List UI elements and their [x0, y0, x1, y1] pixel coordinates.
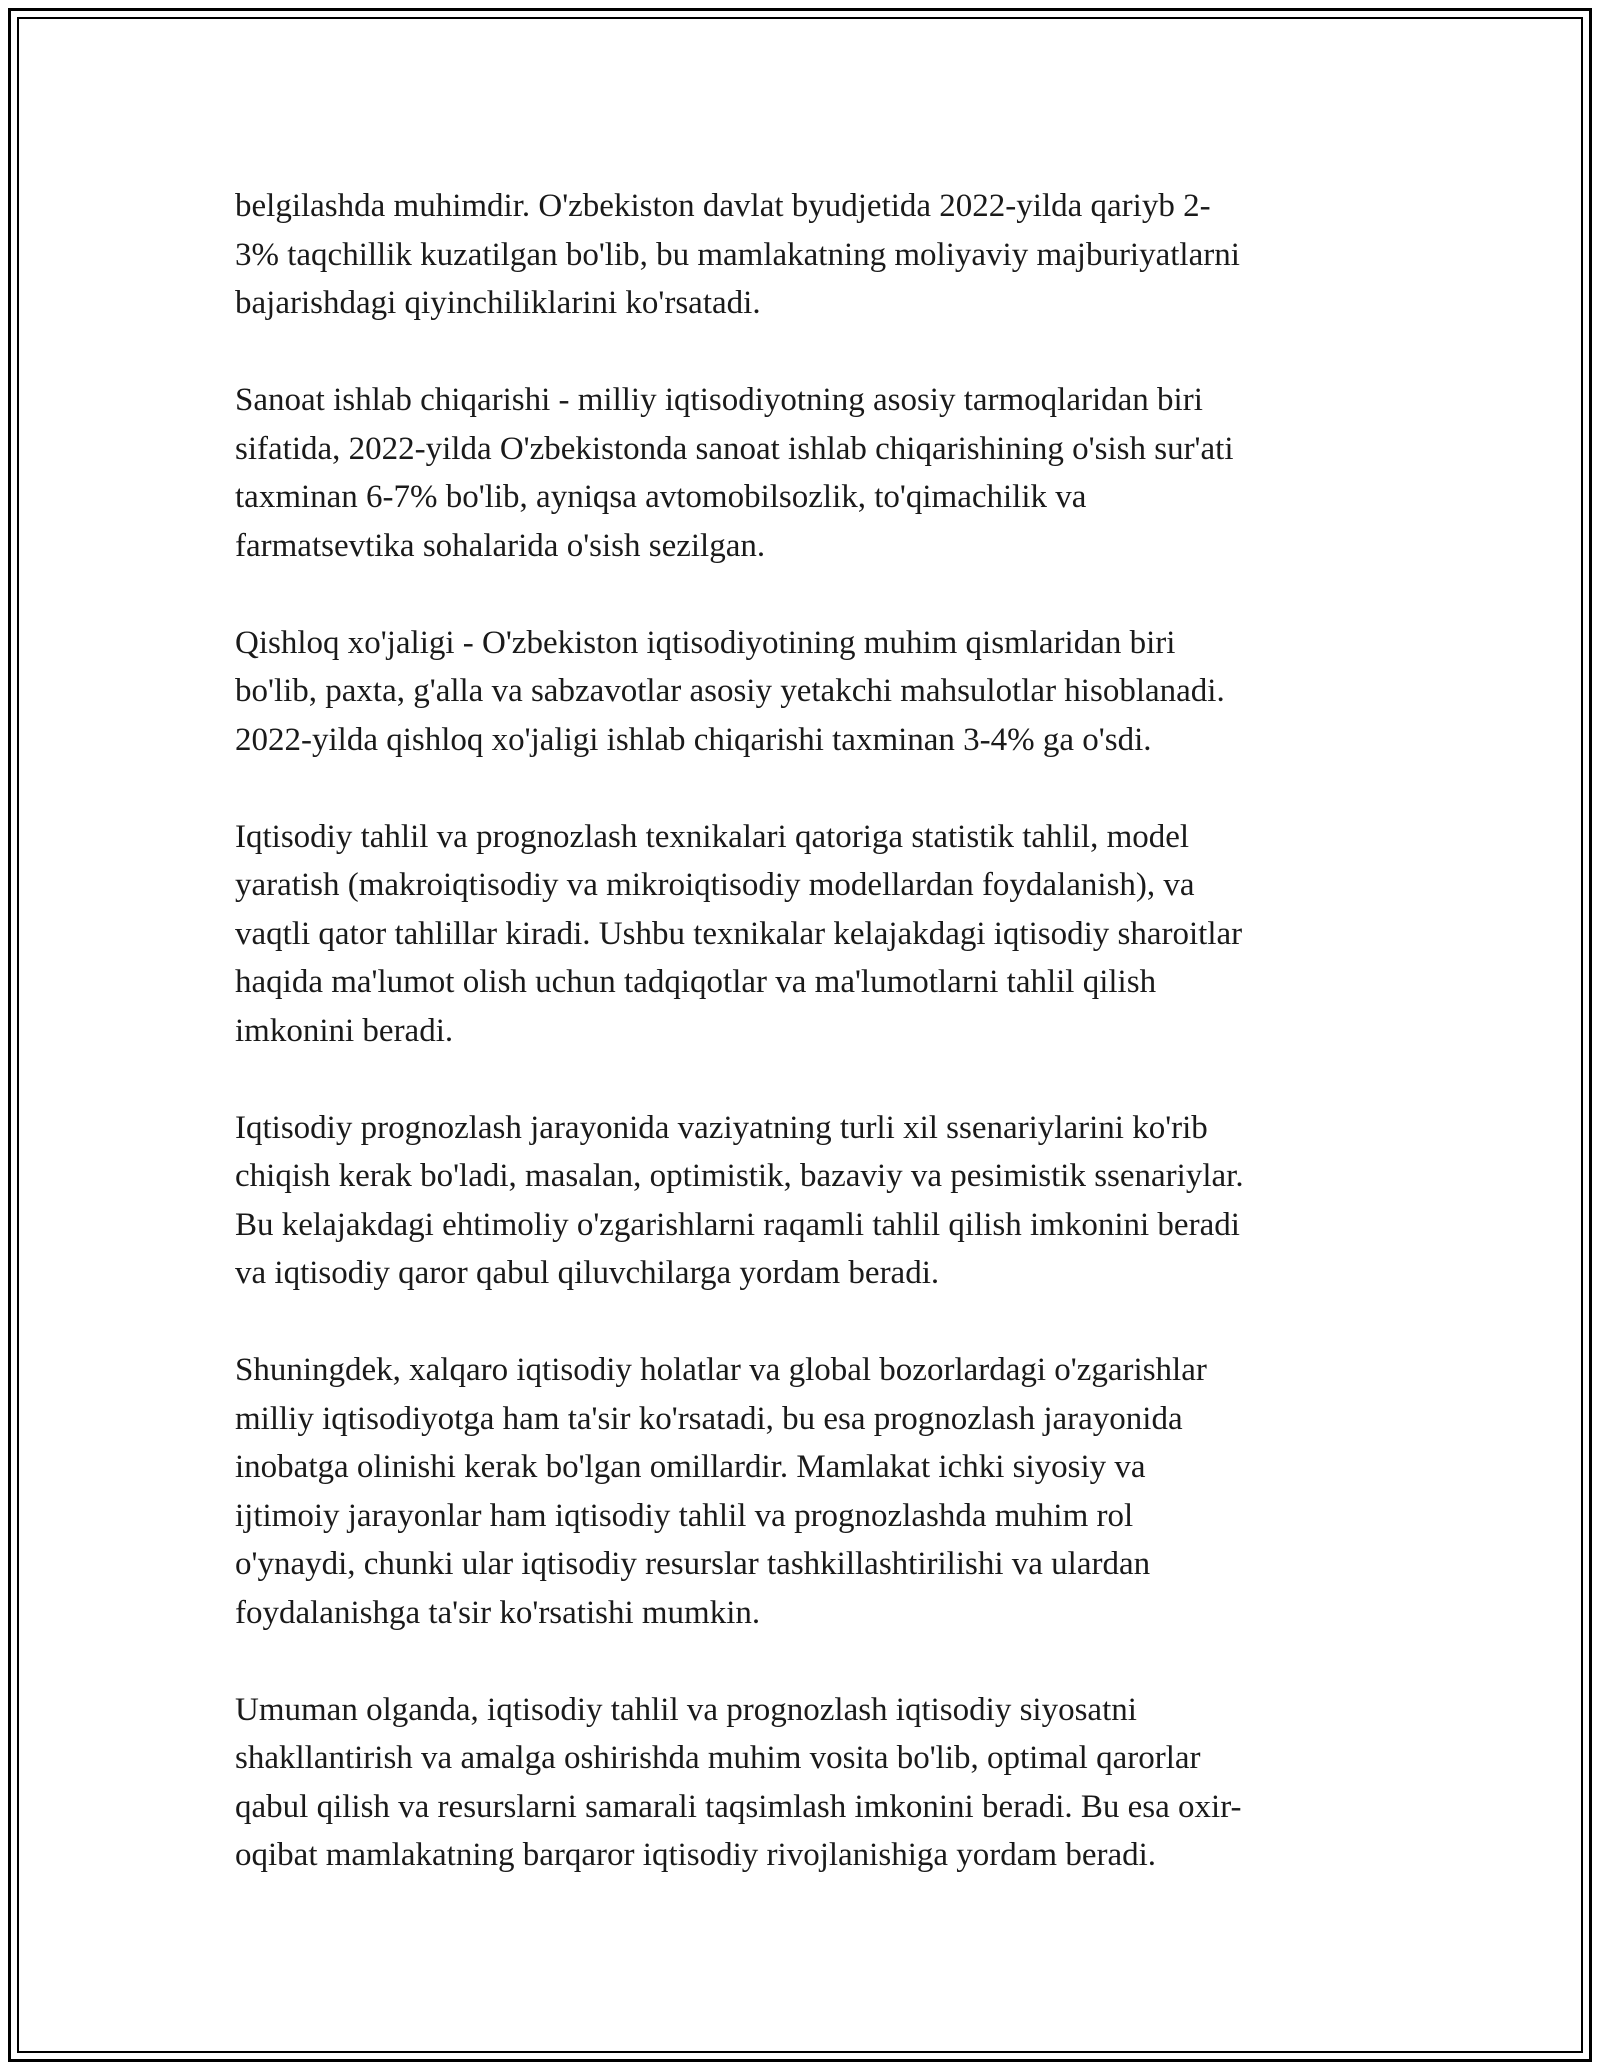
paragraph-analysis-techniques: Iqtisodiy tahlil va prognozlash texnikalari qatoriga statistik tahlil, model yaratish (makroiqtisodiy va mikroiqtisodiy modellardan foydalanish), va vaqtli qator tahlillar kiradi. Ushbu texnikalar kelajakdagi iqtisodiy sharoitlar haqida ma'lumot olish uchun tadqiqotlar va ma'lumotlarni tahlil qilish imkonini beradi.	[235, 818, 1243, 1049]
paragraph-agriculture: Qishloq xo'jaligi - O'zbekiston iqtisodiyotining muhim qismlaridan biri bo'lib, paxta, g'alla va sabzavotlar asosiy yetakchi mahsulotlar hisoblanadi. 2022-yilda qishloq xo'jaligi ishlab chiqarishi taxminan 3-4% ga o'sdi.	[235, 624, 1225, 758]
paragraph-conclusion: Umuman olganda, iqtisodiy tahlil va prognozlash iqtisodiy siyosatni shakllantirish va amalga oshirishda muhim vosita bo'lib, optimal qarorlar qabul qilish va resurslarni samarali taqsimlash imkonini beradi. Bu esa oxir- oqibat mamlakatning barqaror iqtisodiy rivojlanishiga yordam beradi.	[235, 1691, 1242, 1873]
paragraph-budget-deficit: belgilashda muhimdir. O'zbekiston davlat byudjetida 2022-yilda qariyb 2- 3% taqchillik kuzatilgan bo'lib, bu mamlakatning moliyaviy majburiyatlarni bajarishdagi qiyinchiliklarini ko'rsatadi.	[235, 188, 1240, 321]
paragraph-industrial-production: Sanoat ishlab chiqarishi - milliy iqtisodiyotning asosiy tarmoqlaridan biri sifatida, 2022-yilda O'zbekistonda sanoat ishlab chiqarishining o'sish sur'ati taxminan 6-7% bo'lib, ayniqsa avtomobilsozlik, to'qimachilik va farmatsevtika sohalarida o'sish sezilgan.	[235, 382, 1234, 564]
paragraph-forecast-scenarios: Iqtisodiy prognozlash jarayonida vaziyatning turli xil ssenariylarini ko'rib chiqish kerak bo'ladi, masalan, optimistik, bazaviy va pesimistik ssenariylar. Bu kelajakdagi ehtimoliy o'zgarishlarni raqamli tahlil qilish imkonini beradi va iqtisodiy qaror qabul qiluvchilarga yordam beradi.	[235, 1109, 1244, 1291]
document-body	[235, 182, 1375, 1928]
paragraph-global-factors: Shuningdek, xalqaro iqtisodiy holatlar va global bozorlardagi o'zgarishlar milliy iqtisodiyotga ham ta'sir ko'rsatadi, bu esa prognozlash jarayonida inobatga olinishi kerak bo'lgan omillardir. Mamlakat ichki siyosiy va ijtimoiy jarayonlar ham iqtisodiy tahlil va prognozlashda muhim rol o'ynaydi, chunki ular iqtisodiy resurslar tashkillashtirilishi va ulardan foydalanishga ta'sir ko'rsatishi mumkin.	[235, 1352, 1207, 1631]
